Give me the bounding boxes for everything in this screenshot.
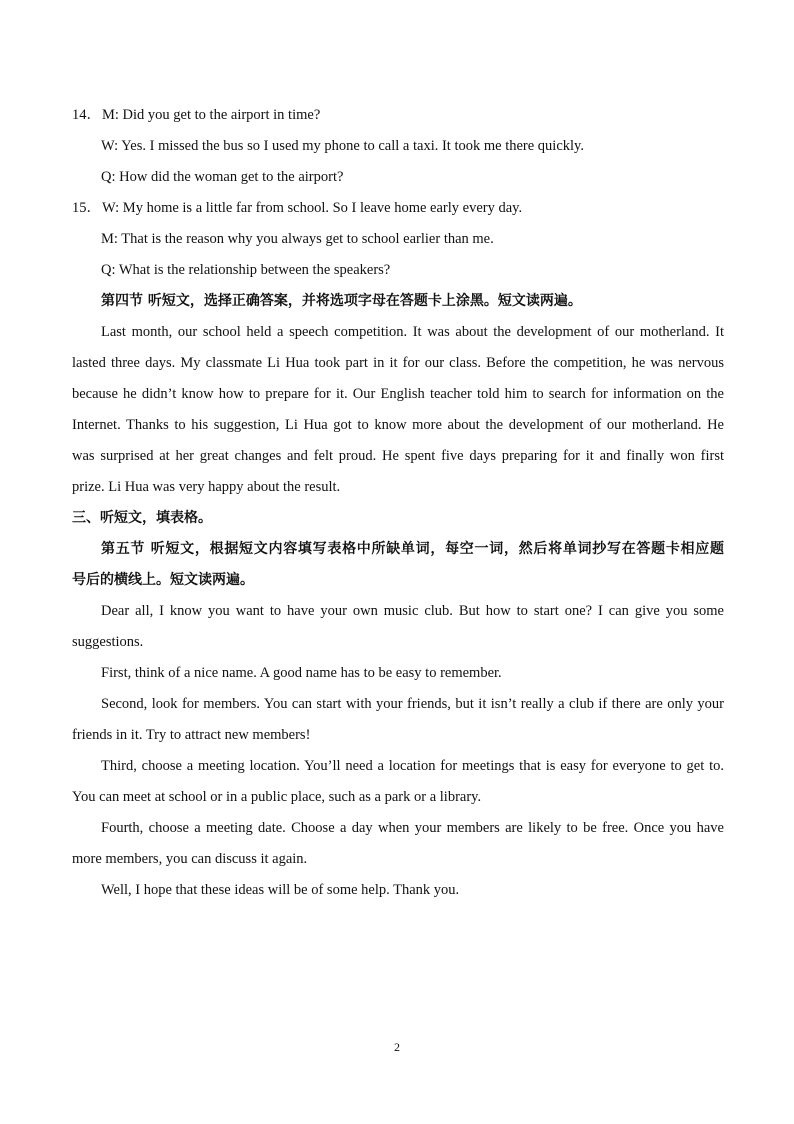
- passage-paragraph-line: Second, look for members. You can start with your friends, but it isn’t really a club if there are only your: [101, 696, 724, 712]
- section-4-heading: 第四节 听短文，选择正确答案，并将选项字母在答题卡上涂黑。短文读两遍。: [101, 293, 582, 309]
- dialogue-15-question: Q: What is the relationship between the speakers?: [101, 262, 391, 278]
- section-4-passage-line: Last month, our school held a speech competition. It was about the development of our motherland. It: [101, 324, 724, 340]
- passage-paragraph-line: First, think of a nice name. A good name has to be easy to remember.: [101, 665, 502, 681]
- passage-paragraph-line: friends in it. Try to attract new members!: [72, 727, 311, 743]
- passage-paragraph-line: suggestions.: [72, 634, 144, 650]
- dialogue-15-line-1: [72, 193, 724, 224]
- section-4-passage-line: was surprised at her great changes and felt proud. He spent five days preparing for it and finally won first: [72, 448, 724, 464]
- question-number: 14．: [72, 107, 101, 123]
- passage-paragraph-line: Dear all, I know you want to have your own music club. But how to start one? I can give you some: [101, 603, 724, 619]
- section-5-heading: 第五节 听短文，根据短文内容填写表格中所缺单词，每空一词，然后将单词抄写在答题卡相应题: [101, 541, 724, 557]
- section-4-passage-line: lasted three days. My classmate Li Hua took part in it for our class. Before the competition, he was nervous: [72, 355, 724, 371]
- passage-paragraph-line: more members, you can discuss it again.: [72, 851, 308, 867]
- section-4-passage-line: Internet. Thanks to his suggestion, Li Hua got to know more about the development of our motherland. He: [72, 417, 724, 433]
- passage-paragraph-line: Fourth, choose a meeting date. Choose a day when your members are likely to be free. Once you have: [101, 820, 724, 836]
- part-3-heading: 三、听短文，填表格。: [72, 510, 212, 526]
- passage-paragraph-line: You can meet at school or in a public place, such as a park or a library.: [72, 789, 482, 805]
- dialogue-text: W: My home is a little far from school. So I leave home early every day.: [102, 200, 523, 216]
- dialogue-14-question: Q: How did the woman get to the airport?: [101, 169, 344, 185]
- page-number: 2: [394, 1040, 400, 1054]
- passage-paragraph-line: Well, I hope that these ideas will be of some help. Thank you.: [101, 882, 460, 898]
- section-4-passage-line: prize. Li Hua was very happy about the result.: [72, 479, 341, 495]
- dialogue-text: M: Did you get to the airport in time?: [102, 107, 321, 123]
- section-5-heading-continued: 号后的横线上。短文读两遍。: [72, 572, 254, 588]
- passage-paragraph-line: Third, choose a meeting location. You’ll need a location for meetings that is easy for everyone to get to.: [101, 758, 724, 774]
- document-body: [72, 100, 724, 906]
- question-number: 15．: [72, 200, 101, 216]
- section-4-passage-line: because he didn’t know how to prepare for it. Our English teacher told him to search for information on the: [72, 386, 724, 402]
- dialogue-14-line-2: W: Yes. I missed the bus so I used my phone to call a taxi. It took me there quickly.: [101, 138, 584, 154]
- dialogue-14-line-1: [72, 100, 724, 131]
- dialogue-15-line-2: M: That is the reason why you always get to school earlier than me.: [101, 231, 494, 247]
